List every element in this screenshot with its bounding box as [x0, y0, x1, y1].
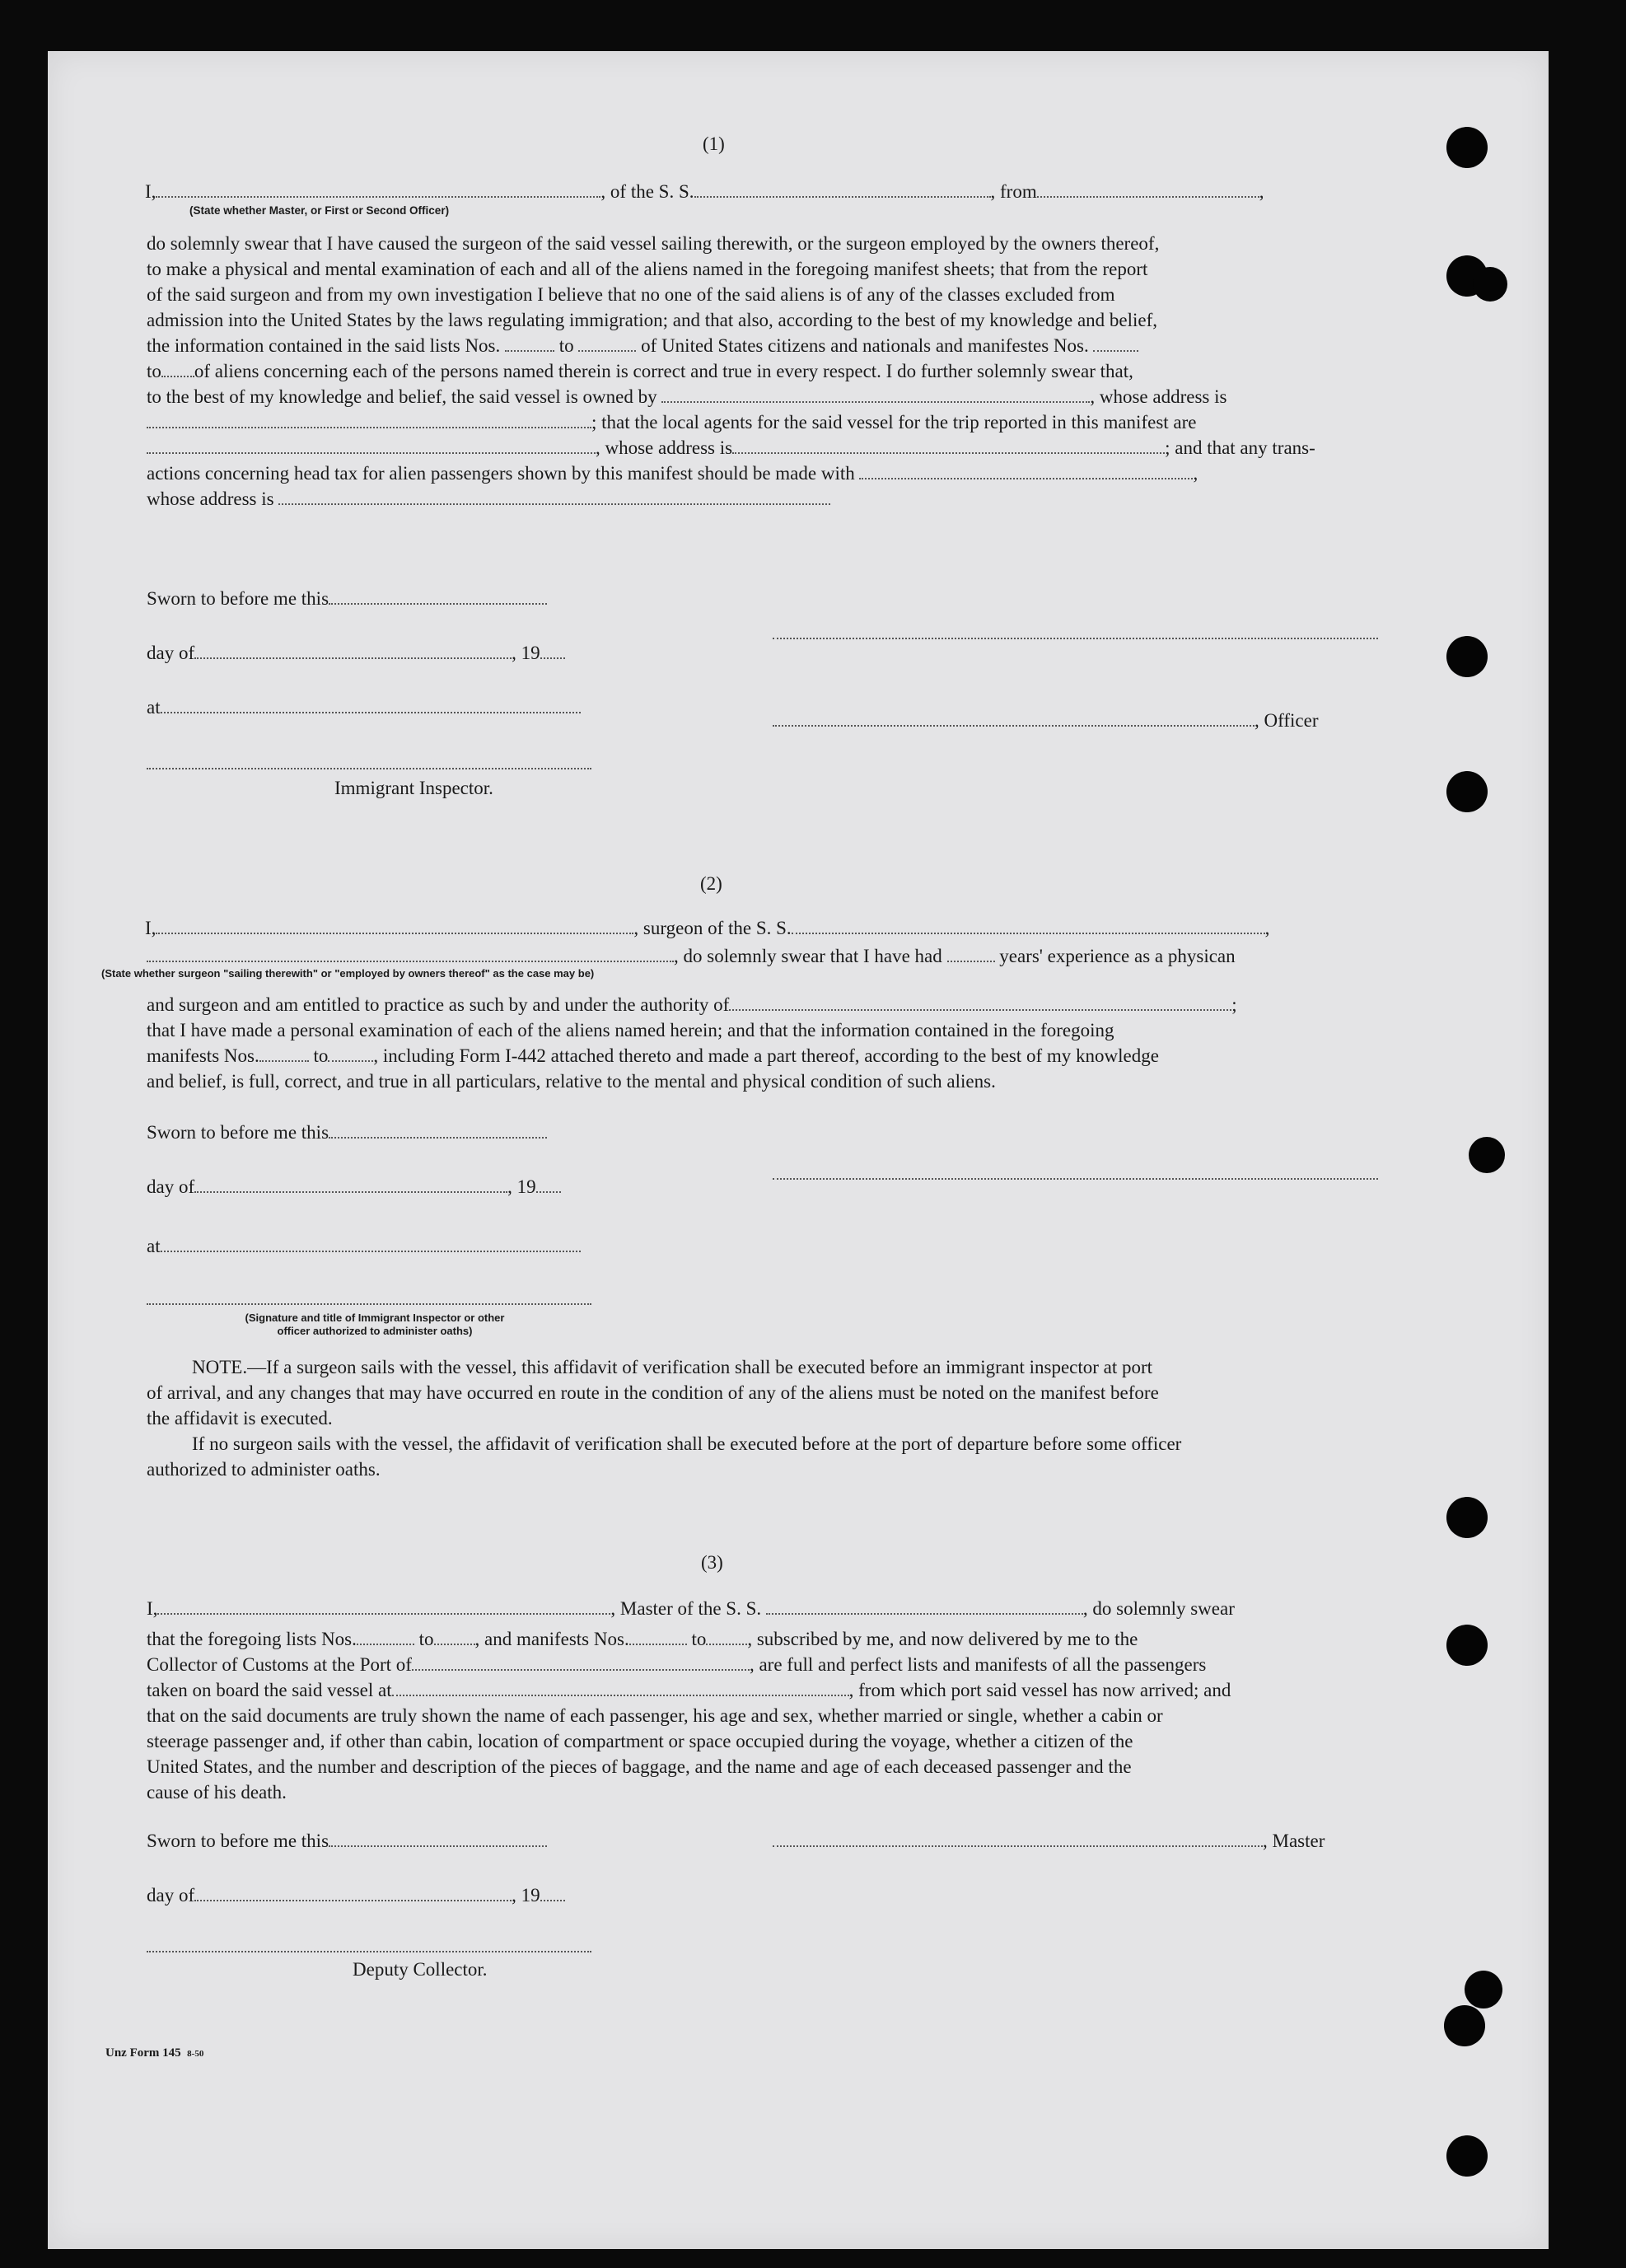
field-note: (State whether Master, or First or Second Officer) — [189, 204, 450, 217]
at-line: at — [147, 1236, 581, 1257]
section3-line1: I, , Master of the S. S. , do solemnly swear — [147, 1598, 1235, 1619]
section1-body: do solemnly swear that I have caused the surgeon of the said vessel sailing therewith, or the surgeon employed by the owners thereof, to make a physical and mental examination of each and all of the aliens named in the foregoing manifest sheets; that from the report of the said surgeon and from my own investigation I believe that no one of the said aliens is of any of the classes excluded from admission into the United States by the laws regulating immigration; and that also, according to the best of my knowledge and belief, the information contained in the said lists Nos. to of United States citizens and nationals and manifestes Nos. to of aliens concerning each of the persons named therein is correct and true in every respect. I do further solemnly swear that, to the best of my knowledge and belief, the said vessel is owned by , whose address is ; that the local agents for the said vessel for the trip reported in this manifest are , whose address is ; and that any trans- actions concerning head tax for alien passengers shown by this manifest should be made with , whose address is — [147, 233, 1315, 509]
section2-line1: I, , surgeon of the S. S. , — [145, 918, 1270, 938]
punch-hole — [1465, 1971, 1502, 2008]
punch-hole — [1473, 267, 1507, 302]
section2-body: and surgeon and am entitled to practice as such by and under the authority of ; that I have made a personal examination of each of the aliens named herein; and that the information contained in the foregoing manifests Nos. to , including Form I-442 attached thereto and made a part thereof, according to the best of my knowledge and belief, is full, correct, and true in all particulars, relative to the mental and physical condition of such aliens. — [147, 994, 1237, 1092]
signature-note: (Signature and title of Immigrant Inspector or other officer authorized to administer oaths) — [245, 1312, 505, 1337]
section-number: (1) — [703, 133, 725, 154]
section2-line2: , do solemnly swear that I have had years' experience as a physican — [147, 946, 1236, 967]
day-of-line: day of , 19 — [147, 1885, 565, 1906]
inspector-title: Immigrant Inspector. — [334, 778, 493, 798]
field-note: (State whether surgeon "sailing therewith" or "employed by owners thereof" as the case may be) — [101, 967, 595, 980]
sworn-line: Sworn to before me this — [147, 1831, 547, 1852]
punch-hole — [1469, 1137, 1505, 1173]
punch-hole — [1446, 2135, 1488, 2177]
form-number: Unz Form 145 8-50 — [105, 2046, 204, 2060]
day-of-line: day of , 19 — [147, 643, 565, 664]
form-page — [48, 51, 1549, 2249]
collector-title: Deputy Collector. — [353, 1959, 488, 1980]
punch-hole — [1446, 127, 1488, 168]
section3-body: that the foregoing lists Nos. to , and manifests Nos. to , subscribed by me, and now delivered by me to the Collector of Customs at the Port of , are full and perfect lists and manifests of all the passengers taken on board the said vessel at , from which port said vessel has now arrived; and that on the said documents are truly shown the name of each passenger, his age and sex, whether married or single, whether a cabin or steerage passenger and, if other than cabin, location of compartment or space occupied during the voyage, whether a citizen of the United States, and the number and description of the pieces of baggage, and the name and age of each deceased passenger and the cause of his death. — [147, 1629, 1231, 1803]
at-line: at — [147, 697, 581, 718]
punch-hole — [1446, 1497, 1488, 1538]
punch-hole — [1444, 2005, 1485, 2046]
note-paragraph: NOTE.—If a surgeon sails with the vessel, this affidavit of verification shall be executed before an immigrant inspector at port of arrival, and any changes that may have occurred en route in the condition of any of the aliens must be noted on the manifest before the affidavit is executed. If no surgeon sails with the vessel, the affidavit of verification shall be executed before at the port of departure before some officer authorized to administer oaths. — [147, 1357, 1182, 1480]
punch-hole — [1446, 1625, 1488, 1666]
officer-line: , Officer — [773, 710, 1318, 732]
officer-signature-line — [773, 638, 1378, 639]
section1-line1: I, , of the S. S. , from , — [145, 181, 1264, 202]
sworn-line: Sworn to before me this — [147, 588, 547, 610]
collector-signature-line — [147, 1951, 591, 1952]
surgeon-signature-line — [773, 1178, 1378, 1180]
punch-hole — [1446, 771, 1488, 812]
section-number: (2) — [700, 873, 722, 894]
inspector-signature-line — [147, 768, 591, 769]
day-of-line: day of , 19 — [147, 1176, 561, 1198]
inspector-signature-line — [147, 1303, 591, 1305]
master-signature-line: , Master — [773, 1831, 1325, 1852]
sworn-line: Sworn to before me this — [147, 1122, 547, 1143]
section-number: (3) — [701, 1552, 723, 1573]
punch-hole — [1446, 636, 1488, 677]
